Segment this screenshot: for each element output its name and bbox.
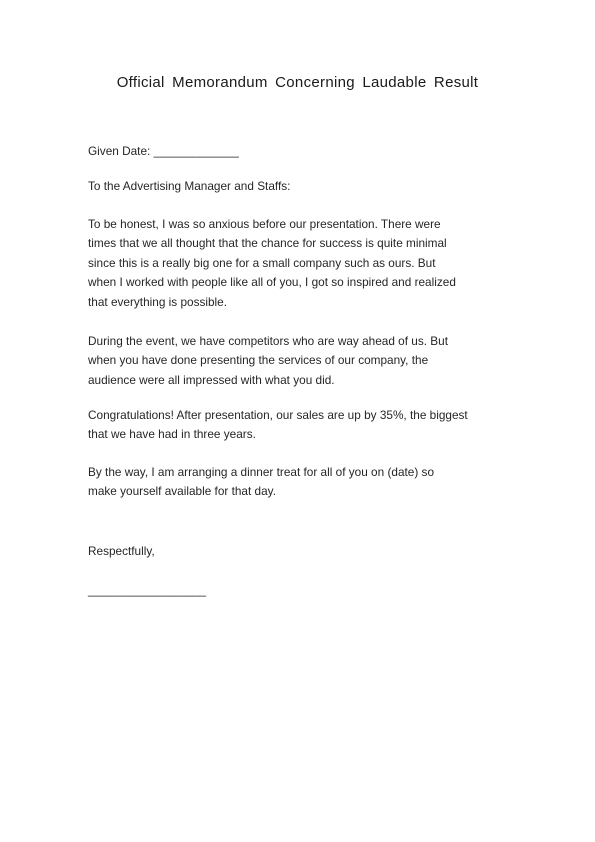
given-date-line: Given Date: _____________ [88,144,239,158]
paragraph-event [88,332,508,390]
paragraph-line: audience were all impressed with what you did. [88,372,335,387]
addressee-line: To the Advertising Manager and Staffs: [88,179,291,193]
paragraph-line: Congratulations! After presentation, our sales are up by 35%, the biggest [88,408,468,422]
paragraph-line: when I worked with people like all of you, I got so inspired and realized [88,275,456,290]
paragraph-congratulations [88,406,508,445]
paragraph-anxious [88,215,508,312]
paragraph-line: During the event, we have competitors who are way ahead of us. But [88,334,449,348]
paragraph-line: since this is a really big one for a small company such as ours. But [88,255,436,270]
paragraph-line: By the way, I am arranging a dinner treat for all of you on (date) so [88,465,435,479]
paragraph-line: To be honest, I was so anxious before our presentation. There were [88,217,441,231]
memo-title: Official Memorandum Concerning Laudable Result [116,74,479,91]
closing-line: Respectfully, [88,544,155,558]
paragraph-line: that we have had in three years. [88,427,256,442]
signature-line: __________________ [88,583,207,597]
paragraph-line: that everything is possible. [88,294,228,309]
paragraph-line: when you have done presenting the services of our company, the [88,353,429,368]
paragraph-line: make yourself available for that day. [88,484,276,499]
paragraph-line: times that we all thought that the chance for success is quite minimal [88,236,447,251]
paragraph-dinner [88,463,508,502]
